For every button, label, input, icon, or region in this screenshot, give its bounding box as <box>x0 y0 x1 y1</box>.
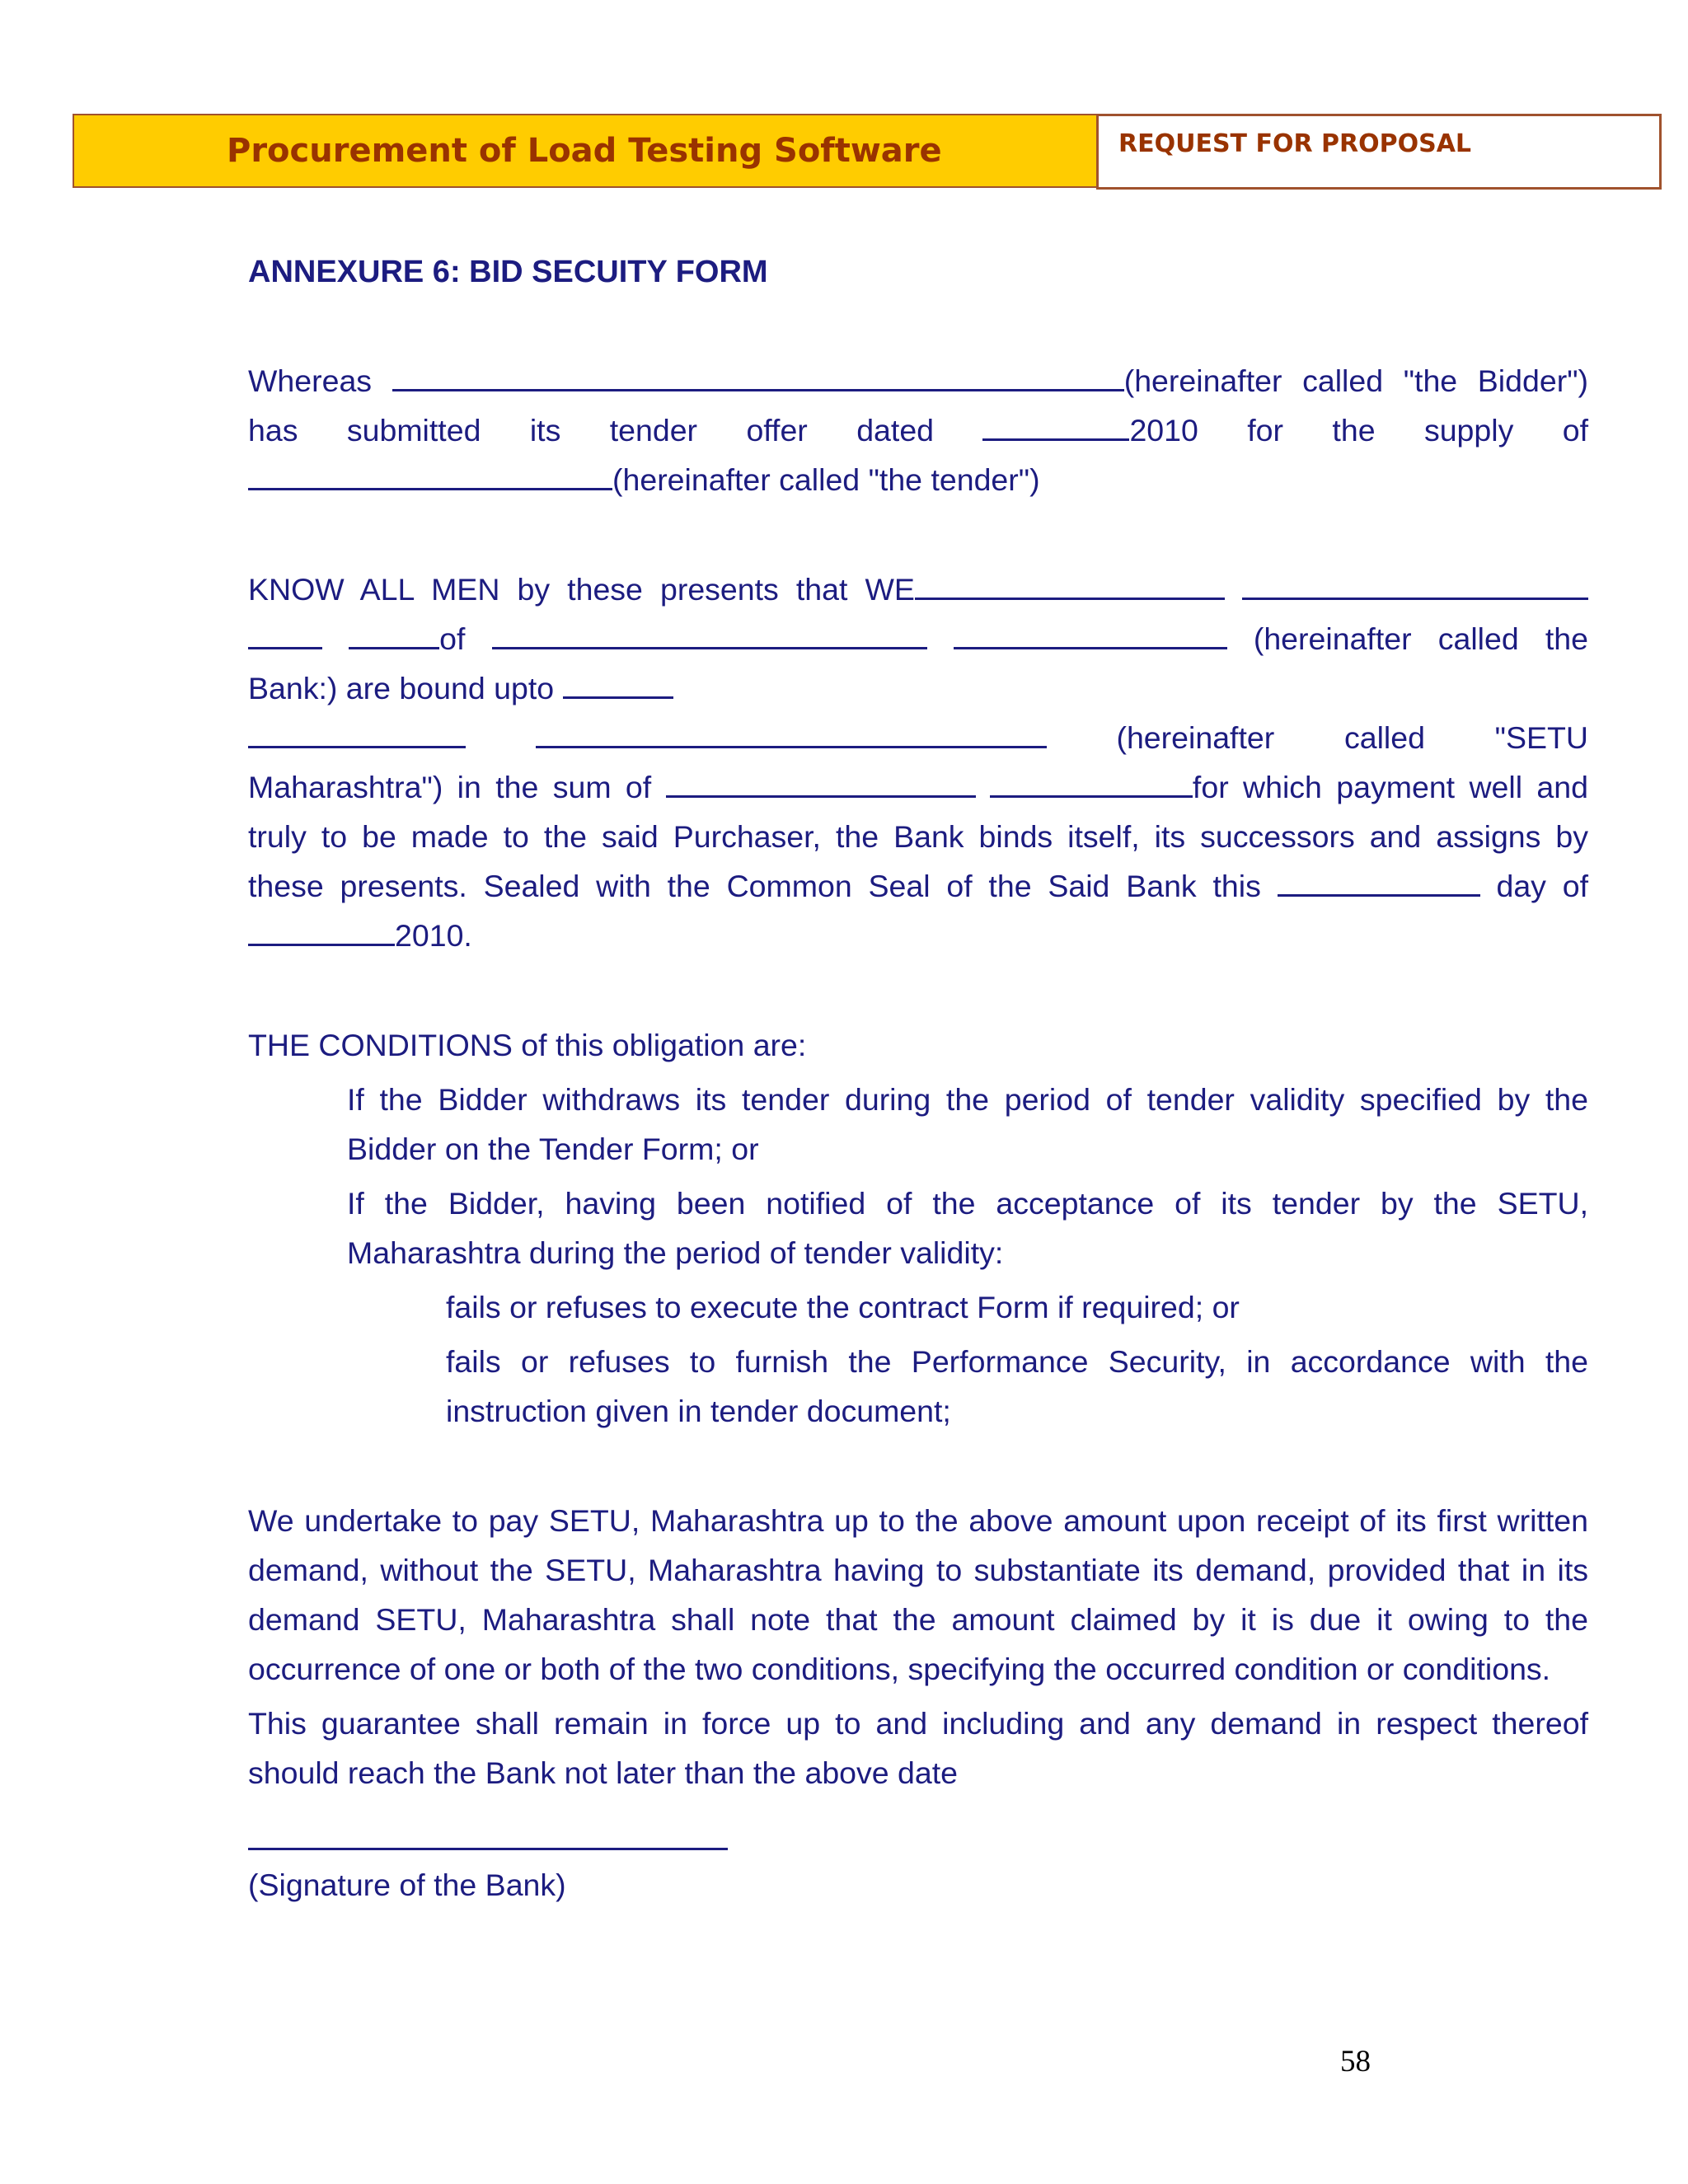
bidder-name-blank <box>392 358 1124 391</box>
supply-text: 2010 for the supply of <box>1129 413 1589 448</box>
undertake-paragraph: We undertake to pay SETU, Maharashtra up to the above amount upon receipt of its first written demand, without the SETU, Maharashtra having to substantiate its demand, provided that in its demand SETU, Maharashtra shall note that the amount claimed by it is due it owing to the occurrence of one or both of the two conditions, specifying the occurred condition or conditions. <box>248 1503 1588 1686</box>
supply-item-blank <box>248 457 612 490</box>
condition-1: If the Bidder withdraws its tender during the period of tender validity specified by the Bidder on the Tender Form; or <box>347 1082 1588 1166</box>
header-rfp-box <box>1096 114 1662 190</box>
we-name-blank-3 <box>248 616 322 649</box>
payment-text: for which payment well and <box>1192 770 1588 804</box>
know-line-3 <box>248 663 1588 713</box>
setu-called-text: (hereinafter called "SETU <box>1116 720 1588 755</box>
whereas-text: Whereas <box>248 363 373 398</box>
know-line-6: truly to be made to the said Purchaser, the Bank binds itself, its successors and assigns by <box>248 819 1588 854</box>
offer-date-blank <box>982 407 1129 441</box>
sealed-text: these presents. Sealed with the Common Seal of the Said Bank this <box>248 869 1261 903</box>
document-body <box>248 247 1588 1910</box>
of-text: of <box>439 621 466 656</box>
day-blank <box>1278 863 1480 897</box>
sum-of-text: Maharashtra") in the sum of <box>248 770 652 804</box>
bank-called-text: (hereinafter called the <box>1253 621 1588 656</box>
whereas-line-1 <box>248 356 1588 405</box>
bank-name-blank-2 <box>954 616 1227 649</box>
we-name-blank-2 <box>1242 566 1588 600</box>
we-name-blank-1 <box>915 566 1225 600</box>
whereas-line-2 <box>248 405 1588 455</box>
sum-blank-1 <box>666 764 976 798</box>
page-header <box>73 114 1662 188</box>
header-rfp-label: REQUEST FOR PROPOSAL <box>1118 129 1472 158</box>
bidder-called-text: (hereinafter called "the Bidder") <box>1123 363 1588 398</box>
whereas-line-3 <box>248 455 1588 504</box>
whereas-paragraph <box>248 356 1588 504</box>
tender-called-text: (hereinafter called "the tender") <box>612 462 1040 497</box>
know-line-8 <box>248 911 1588 960</box>
year-text: 2010. <box>395 918 472 953</box>
signature-label: (Signature of the Bank) <box>248 1868 566 1902</box>
obligee-blank-2 <box>536 715 1047 748</box>
month-blank <box>248 912 395 946</box>
condition-2b: fails or refuses to furnish the Performance Security, in accordance with the instruction given in tender document; <box>446 1344 1588 1428</box>
condition-2: If the Bidder, having been notified of the acceptance of its tender by the SETU, Maharashtra during the period of tender validity: <box>347 1186 1588 1270</box>
signature-line <box>248 1802 728 1850</box>
know-line-5 <box>248 762 1588 812</box>
we-name-blank-4 <box>349 616 439 649</box>
page-number: 58 <box>1340 2045 1371 2079</box>
know-all-men-paragraph <box>248 565 1588 960</box>
header-title: Procurement of Load Testing Software <box>227 132 942 170</box>
conditions-intro: THE CONDITIONS of this obligation are: <box>248 1028 807 1062</box>
guarantee-paragraph: This guarantee shall remain in force up to and including and any demand in respect thereof should reach the Bank not later than the above date <box>248 1706 1588 1790</box>
bound-upto-blank <box>563 665 673 699</box>
know-line-4 <box>248 713 1588 762</box>
sum-blank-2 <box>990 764 1193 798</box>
tender-offer-text: has submitted its tender offer dated <box>248 413 935 448</box>
know-line-1 <box>248 565 1588 614</box>
day-of-text: day of <box>1496 869 1589 903</box>
section-title: ANNEXURE 6: BID SECUITY FORM <box>248 255 768 289</box>
know-line-2 <box>248 614 1588 663</box>
bound-upto-text: Bank:) are bound upto <box>248 671 555 705</box>
bank-name-blank-1 <box>492 616 927 649</box>
obligee-blank-1 <box>248 715 466 748</box>
know-text: KNOW ALL MEN by these presents that WE <box>248 572 915 607</box>
know-line-7 <box>248 861 1588 911</box>
header-title-box <box>73 114 1096 188</box>
condition-2a: fails or refuses to execute the contract Form if required; or <box>446 1290 1240 1324</box>
